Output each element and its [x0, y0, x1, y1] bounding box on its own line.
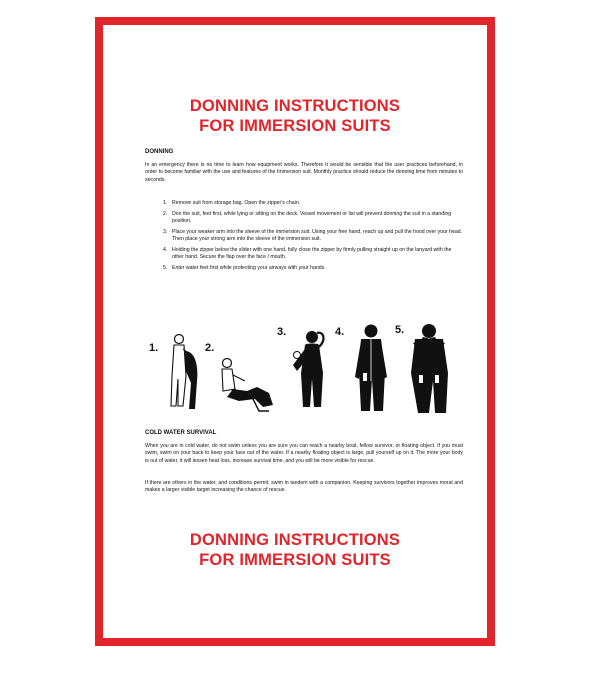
step-number: 3.	[163, 228, 168, 235]
figure-1-illustration	[149, 335, 197, 410]
step-item	[163, 265, 463, 272]
poster-title-bottom	[103, 530, 487, 570]
step-number: 5.	[163, 264, 168, 271]
figure-4-illustration	[335, 325, 387, 412]
survival-text-1: When you are in cold water, do not swim unless you are sure you can reach a nearby boat, fellow survivor, or floating object. If you must swim, swim on your back to keep your face out of the water. If a nearby floating object is large, pull yourself up on it. The more your body is out of water, it will lessen heat loss, increase survival time, and you will be more visible for rescue.	[145, 443, 463, 464]
figure-4-label: 4.	[335, 326, 345, 338]
step-text: Remove suit from storage bag. Open the zipper's chain.	[172, 200, 301, 206]
donning-heading: DONNING	[145, 149, 174, 155]
title-line-2: FOR IMMERSION SUITS	[199, 117, 391, 135]
instruction-poster	[95, 17, 495, 646]
survival-text-2: If there are others in the water, and conditions permit, swim in tandem with a companion. Keeping survivors together improves moral and makes a larger visible target increasing the chance of rescue.	[145, 480, 463, 494]
figure-2-label: 2.	[205, 342, 215, 354]
step-item	[163, 247, 463, 261]
step-text: Enter water feet first while protecting your airways with your hands.	[172, 264, 326, 271]
step-text: Holding the zipper below the slider with one hand, fully close the zipper by firmly pulling straight up on the lanyard with the other hand. Secure the flap over the face / mouth.	[172, 246, 452, 260]
donning-illustrations	[147, 321, 461, 421]
figure-3-label: 3.	[277, 326, 287, 338]
figure-1-label: 1.	[149, 342, 159, 354]
donning-intro: In an emergency there is no time to learn how equipment works. Therefore it would be sensible that the user practices beforehand, in order to become familiar with the use and features of the Immersion suit. Monthly practice should reduce the donning time from minutes to seconds.	[145, 162, 463, 183]
poster-title-top	[103, 96, 487, 136]
title-line-1: DONNING INSTRUCTIONS	[189, 531, 401, 549]
title-line-1: DONNING INSTRUCTIONS	[189, 97, 401, 115]
figure-3-illustration	[277, 326, 323, 407]
step-number: 1.	[163, 200, 168, 206]
step-text: Place your weaker arm into the sleeve of the immersion suit. Using your free hand, reach up and pull the hood over your head. Then place your strong arm into the sleeve of the immersion suit.	[172, 228, 463, 242]
figure-2-illustration	[205, 342, 273, 411]
step-item	[163, 229, 463, 243]
step-number: 4.	[163, 246, 168, 253]
step-item	[163, 211, 463, 225]
figure-5-label: 5.	[395, 324, 405, 336]
step-number: 2.	[163, 210, 168, 217]
step-item	[163, 200, 463, 207]
title-line-2: FOR IMMERSION SUITS	[199, 551, 391, 569]
survival-heading: COLD WATER SURVIVAL	[145, 430, 217, 436]
donning-steps	[163, 200, 463, 276]
figure-5-illustration	[395, 324, 448, 413]
step-text: Don the suit, feet first, while lying or sitting on the deck. Vessel movement or list will prevent donning the suit in a standing position.	[172, 210, 452, 224]
